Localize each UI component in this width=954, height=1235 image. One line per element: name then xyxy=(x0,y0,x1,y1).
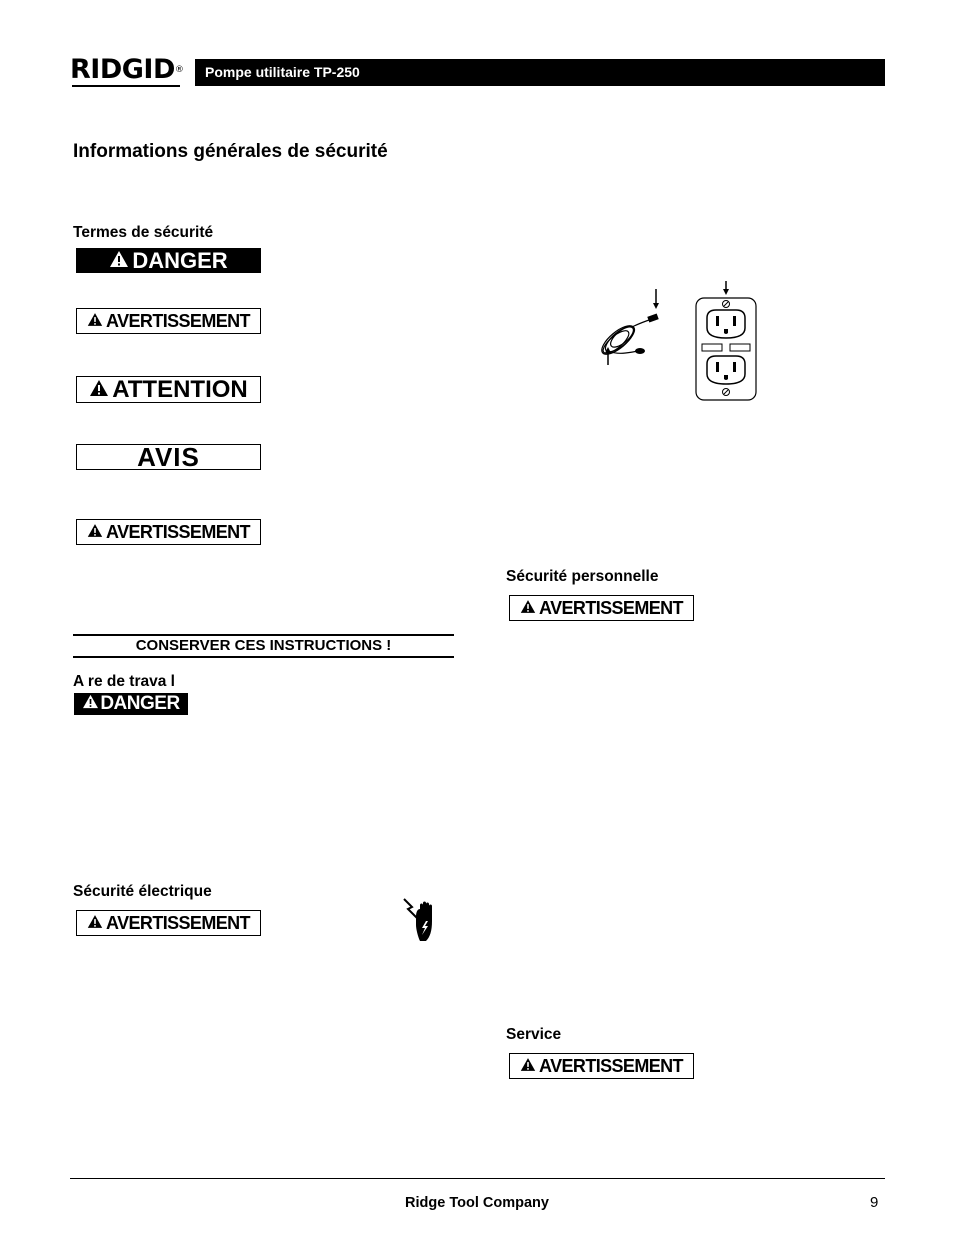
safety-terms-heading: Termes de sécurité xyxy=(73,224,214,241)
warning-triangle-icon xyxy=(109,248,129,274)
work-area-danger-box xyxy=(74,693,188,715)
personal-safety-heading: Sécurité personnelle xyxy=(506,568,659,585)
service-heading: Service xyxy=(506,1026,562,1043)
personal-warning-box xyxy=(509,595,694,621)
work-area-heading: A re de trava l xyxy=(73,673,175,690)
outlet-icon xyxy=(694,280,758,407)
warning-triangle-icon xyxy=(82,693,99,715)
work-area-danger-label: DANGER xyxy=(100,693,180,714)
service-warning-label: AVERTISSEMENT xyxy=(539,1055,683,1076)
warning-triangle-icon xyxy=(87,311,103,332)
notice-label: AVIS xyxy=(137,441,200,472)
warning-triangle-icon xyxy=(520,598,536,619)
warning-triangle-icon xyxy=(87,913,103,934)
service-warning-box xyxy=(509,1053,694,1079)
footer-rule xyxy=(70,1178,885,1179)
electrical-warning-box xyxy=(76,910,261,936)
section-title-text: Informations générales de sécurité xyxy=(73,141,388,162)
electric-shock-hand-icon xyxy=(402,897,442,948)
warning-label: AVERTISSEMENT xyxy=(106,310,250,331)
header-title: Pompe utilitaire TP-250 xyxy=(205,64,360,80)
notice-signal-box xyxy=(76,441,261,472)
electrical-heading: Sécurité électrique xyxy=(73,883,212,900)
conserve-rule-bottom xyxy=(73,656,454,658)
warning-label-2: AVERTISSEMENT xyxy=(106,521,250,542)
page-number: 9 xyxy=(870,1194,879,1211)
caution-signal-box xyxy=(76,376,261,403)
registered-mark: ® xyxy=(174,65,184,75)
footer-company: Ridge Tool Company xyxy=(405,1195,549,1211)
logo-underline xyxy=(72,85,180,87)
warning-triangle-icon xyxy=(87,522,103,543)
extension-cord-icon xyxy=(588,285,668,380)
section-title xyxy=(73,140,393,163)
warning-signal-box xyxy=(76,308,261,334)
warning-triangle-icon xyxy=(89,376,109,404)
warning-signal-box-2 xyxy=(76,519,261,545)
electrical-warning-label: AVERTISSEMENT xyxy=(106,912,250,933)
header-title-bar xyxy=(195,59,885,86)
warning-triangle-icon xyxy=(520,1056,536,1077)
personal-warning-label: AVERTISSEMENT xyxy=(539,597,683,618)
danger-signal-box xyxy=(76,248,261,273)
logo-text: RIDGID xyxy=(70,54,175,85)
ridgid-logo xyxy=(70,55,183,85)
conserve-instructions: CONSERVER CES INSTRUCTIONS ! xyxy=(135,637,392,654)
caution-label: ATTENTION xyxy=(112,375,248,403)
danger-label: DANGER xyxy=(132,247,228,273)
